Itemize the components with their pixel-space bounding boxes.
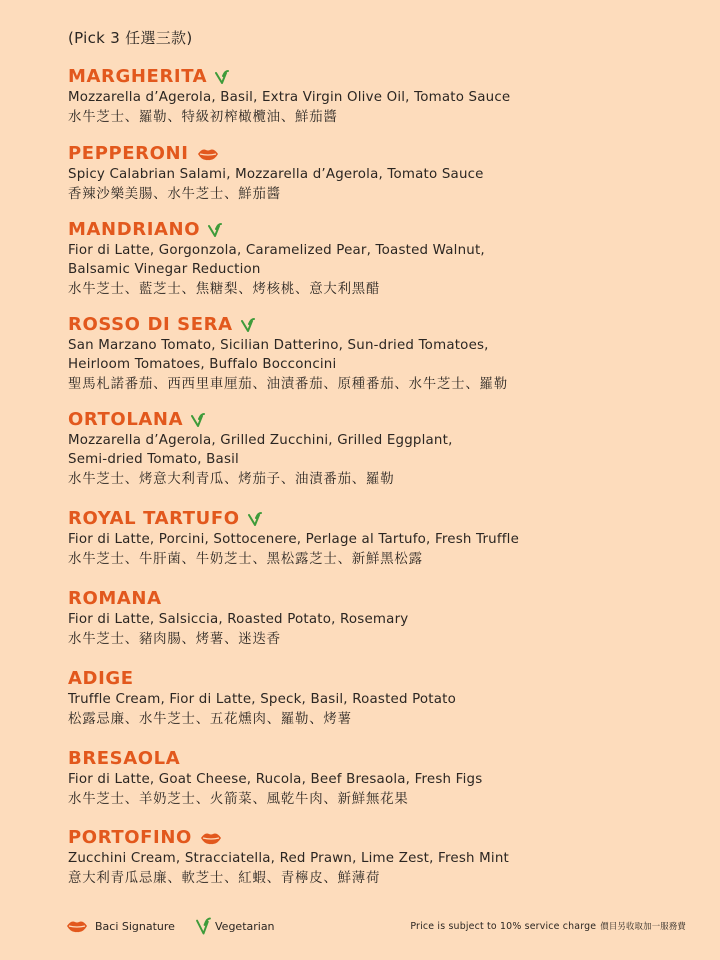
item-name-line	[68, 66, 688, 88]
menu-item-romana	[68, 588, 688, 651]
item-ingredients-en: Mozzarella d’Agerola, Basil, Extra Virgin Olive Oil, Tomato Sauce	[68, 90, 511, 105]
vegetarian-icon	[241, 318, 255, 332]
item-ingredients-en: Truffle Cream, Fior di Latte, Speck, Basil, Roasted Potato	[68, 692, 457, 707]
item-ingredients-en: Fior di Latte, Porcini, Sottocenere, Perlage al Tartufo, Fresh Truffle	[68, 532, 520, 547]
menu-item-rosso-di-sera	[68, 314, 688, 396]
vegetarian-icon	[248, 512, 262, 526]
item-name: ROSSO DI SERA	[68, 314, 233, 335]
item-ingredients-en: Heirloom Tomatoes, Buffalo Bocconcini	[68, 357, 337, 372]
menu-item-adige	[68, 668, 688, 731]
item-ingredients-zh: 聖馬札諾番茄、西西里車厘茄、油漬番茄、原種番茄、水牛芝士、羅勒	[68, 377, 508, 392]
item-name-line	[68, 409, 688, 431]
menu-item-bresaola	[68, 748, 688, 811]
menu-item-portofino	[68, 827, 688, 890]
service-charge-en: Price is subject to 10% service charge	[410, 920, 597, 932]
item-ingredients-en: Fior di Latte, Salsiccia, Roasted Potato, Rosemary	[68, 612, 409, 627]
item-ingredients-zh: 松露忌廉、水牛芝士、五花燻肉、羅勒、烤薯	[68, 712, 352, 727]
lips-icon	[200, 832, 222, 845]
item-name-line	[68, 748, 688, 770]
legend-signature-label: Baci Signature	[95, 919, 175, 933]
item-ingredients-en: San Marzano Tomato, Sicilian Datterino, Sun-dried Tomatoes,	[68, 338, 489, 353]
item-name-line	[68, 314, 688, 336]
vegetarian-icon	[215, 70, 229, 84]
item-name-line	[68, 219, 688, 241]
sprout-icon	[196, 917, 211, 935]
item-name-line	[68, 827, 688, 849]
item-ingredients-en: Balsamic Vinegar Reduction	[68, 262, 261, 277]
menu-item-pepperoni	[68, 143, 688, 206]
item-name-line	[68, 588, 688, 610]
legend-vegetarian	[196, 916, 275, 936]
item-name: ADIGE	[68, 668, 134, 689]
lips-icon	[197, 148, 219, 161]
menu-item-ortolana	[68, 409, 688, 491]
vegetarian-icon	[208, 223, 222, 237]
menu-header: (Pick 3 任選三款)	[68, 29, 193, 47]
item-ingredients-en: Spicy Calabrian Salami, Mozzarella d’Agerola, Tomato Sauce	[68, 167, 484, 182]
item-ingredients-en: Mozzarella d’Agerola, Grilled Zucchini, Grilled Eggplant,	[68, 433, 453, 448]
item-ingredients-zh: 水牛芝士、羅勒、特級初榨橄欖油、鮮茄醬	[68, 110, 338, 125]
lips-icon	[66, 920, 88, 933]
item-name: ROYAL TARTUFO	[68, 508, 240, 529]
legend-vegetarian-label: Vegetarian	[215, 919, 275, 933]
service-charge-zh: 價目另收取加一服務費	[600, 921, 686, 931]
item-name: MANDRIANO	[68, 219, 201, 240]
menu-item-mandriano	[68, 219, 688, 301]
item-ingredients-zh: 水牛芝士、牛肝菌、牛奶芝士、黑松露芝士、新鮮黑松露	[68, 552, 423, 567]
item-name: PORTOFINO	[68, 827, 192, 848]
menu-item-margherita	[68, 66, 688, 129]
legend-signature	[66, 916, 175, 936]
item-name-line	[68, 508, 688, 530]
item-name: BRESAOLA	[68, 748, 181, 769]
item-name-line	[68, 143, 688, 165]
item-ingredients-zh: 水牛芝士、羊奶芝士、火箭菜、風乾牛肉、新鮮無花果	[68, 792, 409, 807]
item-ingredients-en: Fior di Latte, Gorgonzola, Caramelized Pear, Toasted Walnut,	[68, 243, 485, 258]
vegetarian-icon	[191, 413, 205, 427]
item-ingredients-en: Semi-dried Tomato, Basil	[68, 452, 239, 467]
item-ingredients-zh: 水牛芝士、烤意大利青瓜、烤茄子、油漬番茄、羅勒	[68, 472, 395, 487]
item-ingredients-en: Fior di Latte, Goat Cheese, Rucola, Beef Bresaola, Fresh Figs	[68, 772, 483, 787]
service-charge-note	[410, 916, 686, 936]
item-ingredients-zh: 香辣沙樂美腸、水牛芝士、鮮茄醬	[68, 187, 281, 202]
item-name: PEPPERONI	[68, 143, 189, 164]
item-name: ROMANA	[68, 588, 162, 609]
item-ingredients-zh: 水牛芝士、藍芝士、焦糖梨、烤核桃、意大利黑醋	[68, 282, 381, 297]
item-ingredients-zh: 意大利青瓜忌廉、軟芝士、紅蝦、青檸皮、鮮薄荷	[68, 871, 381, 886]
item-name: MARGHERITA	[68, 66, 208, 87]
item-ingredients-zh: 水牛芝士、豬肉腸、烤薯、迷迭香	[68, 632, 281, 647]
item-name-line	[68, 668, 688, 690]
menu-item-royal-tartufo	[68, 508, 688, 571]
item-name: ORTOLANA	[68, 409, 184, 430]
item-ingredients-en: Zucchini Cream, Stracciatella, Red Prawn, Lime Zest, Fresh Mint	[68, 851, 509, 866]
